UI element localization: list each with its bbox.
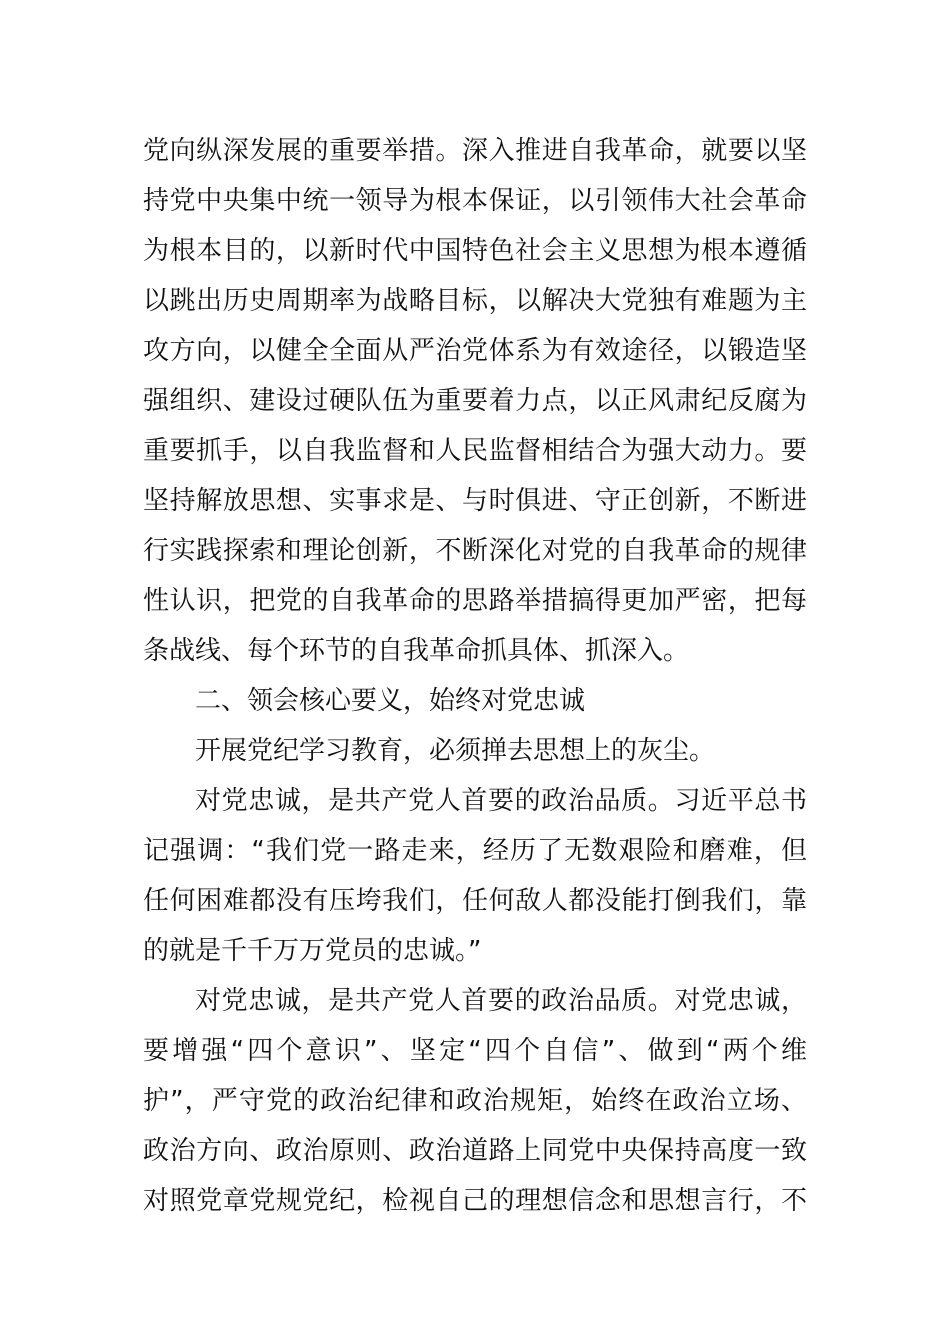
text-line: 对照党章党规党纪，检视自己的理想信念和思想言行，不	[143, 1186, 807, 1216]
text-line: 以跳出历史周期率为战略目标，以解决大党独有难题为主	[143, 286, 807, 316]
text-line: 任何困难都没有压垮我们，任何敌人都没能打倒我们，靠	[143, 886, 807, 916]
text-line: 对党忠诚，是共产党人首要的政治品质。对党忠诚，	[195, 986, 807, 1016]
document-body	[143, 126, 807, 1226]
text-line: 重要抓手，以自我监督和人民监督相结合为强大动力。要	[143, 436, 807, 466]
text-line: 要增强“四个意识”、坚定“四个自信”、做到“两个维	[143, 1036, 807, 1066]
text-line: 坚持解放思想、实事求是、与时俱进、守正创新，不断进	[143, 486, 807, 516]
text-line: 记强调：“我们党一路走来，经历了无数艰险和磨难，但	[143, 836, 807, 866]
text-line: 政治方向、政治原则、政治道路上同党中央保持高度一致	[143, 1136, 807, 1166]
text-line: 性认识，把党的自我革命的思路举措搞得更加严密，把每	[143, 586, 807, 616]
text-line: 开展党纪学习教育，必须掸去思想上的灰尘。	[195, 736, 716, 766]
text-line: 党向纵深发展的重要举措。深入推进自我革命，就要以坚	[143, 136, 807, 166]
text-line: 的就是千千万万党员的忠诚。”	[143, 936, 482, 966]
text-line: 强组织、建设过硬队伍为重要着力点，以正风肃纪反腐为	[143, 386, 807, 416]
section-heading: 二、领会核心要义，始终对党忠诚	[195, 686, 586, 716]
text-line: 攻方向，以健全全面从严治党体系为有效途径，以锻造坚	[143, 336, 807, 366]
text-line: 护”，严守党的政治纪律和政治规矩，始终在政治立场、	[143, 1086, 807, 1116]
text-line: 为根本目的，以新时代中国特色社会主义思想为根本遵循	[143, 236, 807, 266]
text-line: 行实践探索和理论创新，不断深化对党的自我革命的规律	[143, 536, 807, 566]
text-line: 条战线、每个环节的自我革命抓具体、抓深入。	[143, 636, 690, 666]
text-line: 持党中央集中统一领导为根本保证，以引领伟大社会革命	[143, 186, 807, 216]
text-line: 对党忠诚，是共产党人首要的政治品质。习近平总书	[195, 786, 807, 816]
